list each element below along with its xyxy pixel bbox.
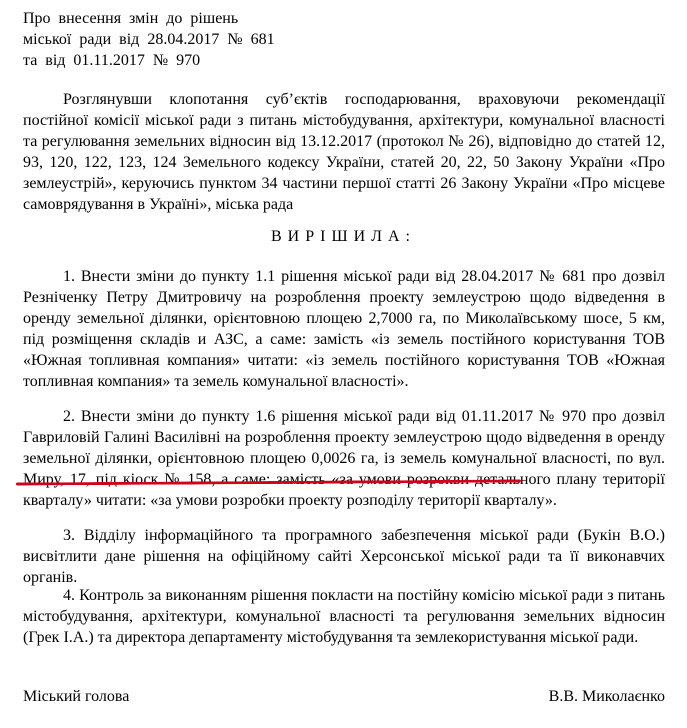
title-line: Про внесення змін до рішень (23, 10, 239, 27)
intro-paragraph: Розглянувши клопотання суб’єктів господарювання, враховуючи рекомендації постійної комісії міської ради з питань містобудування, архітектури, комунальної власності та регулювання земельних відносин від 13.12.2017 (протокол № 26), відповідно до статей 12, 93, 120, 122, 123, 124 Земельного кодексу України, статей 20, 22, 50 Закону України «Про землеустрій», керуючись пунктом 34 частини першої статті 26 Закону України «Про місцеве самоврядування в Україні», міська рада (23, 91, 665, 213)
decision-heading: ВИРІШИЛА: (271, 228, 416, 245)
document-title (23, 8, 353, 71)
decision-item-2: 2. Внести зміни до пункту 1.6 рішення міської ради від 01.11.2017 № 970 про дозвіл Гавриловій Галині Василівні на розроблення проекту землеустрою щодо відведення в оренду земельної ділянки, орієнтовною площею 0,0026 га, із земель комунальної власності, по вул. Миру, 17, під кіоск № 158, а саме: замість «за умови розрокви детального плану території кварталу» читати: «за умови розробки проекту розподілу території кварталу». (23, 408, 665, 509)
title-line: та від 01.11.2017 № 970 (23, 52, 201, 69)
decision-item-3: 3. Відділу інформаційного та програмного забезпечення міської ради (Букін В.О.) висвітлити дане рішення на офіційному сайті Херсонської міської ради та її виконавчих органів. (23, 527, 665, 586)
title-line: міської ради від 28.04.2017 № 681 (23, 31, 275, 48)
signature-position: Міський голова (23, 688, 130, 705)
decision-item-1: 1. Внести зміни до пункту 1.1 рішення міської ради від 28.04.2017 № 681 про дозвіл Резніченку Петру Дмитровичу на розроблення проекту землеустрою щодо відведення в оренду земельної ділянки, орієнтовною площею 2,7000 га, по Миколаївському шосе, 5 км, під розміщення складів и АЗС, а саме: замість «із земель постійного користування ТОВ «Южная топливная компания» читати: «із земель постійного користування ТОВ «Южная топливная компания» та земель комунальної власності». (23, 268, 665, 390)
signature-name: В.В. Миколаєнко (548, 688, 665, 705)
decision-item-4: 4. Контроль за виконанням рішення покласти на постійну комісію міської ради з питань містобудування, архітектури, комунальної власності та регулювання земельних відносин (Грек І.А.) та директора департаменту містобудування та землекористування міської ради. (23, 587, 665, 646)
